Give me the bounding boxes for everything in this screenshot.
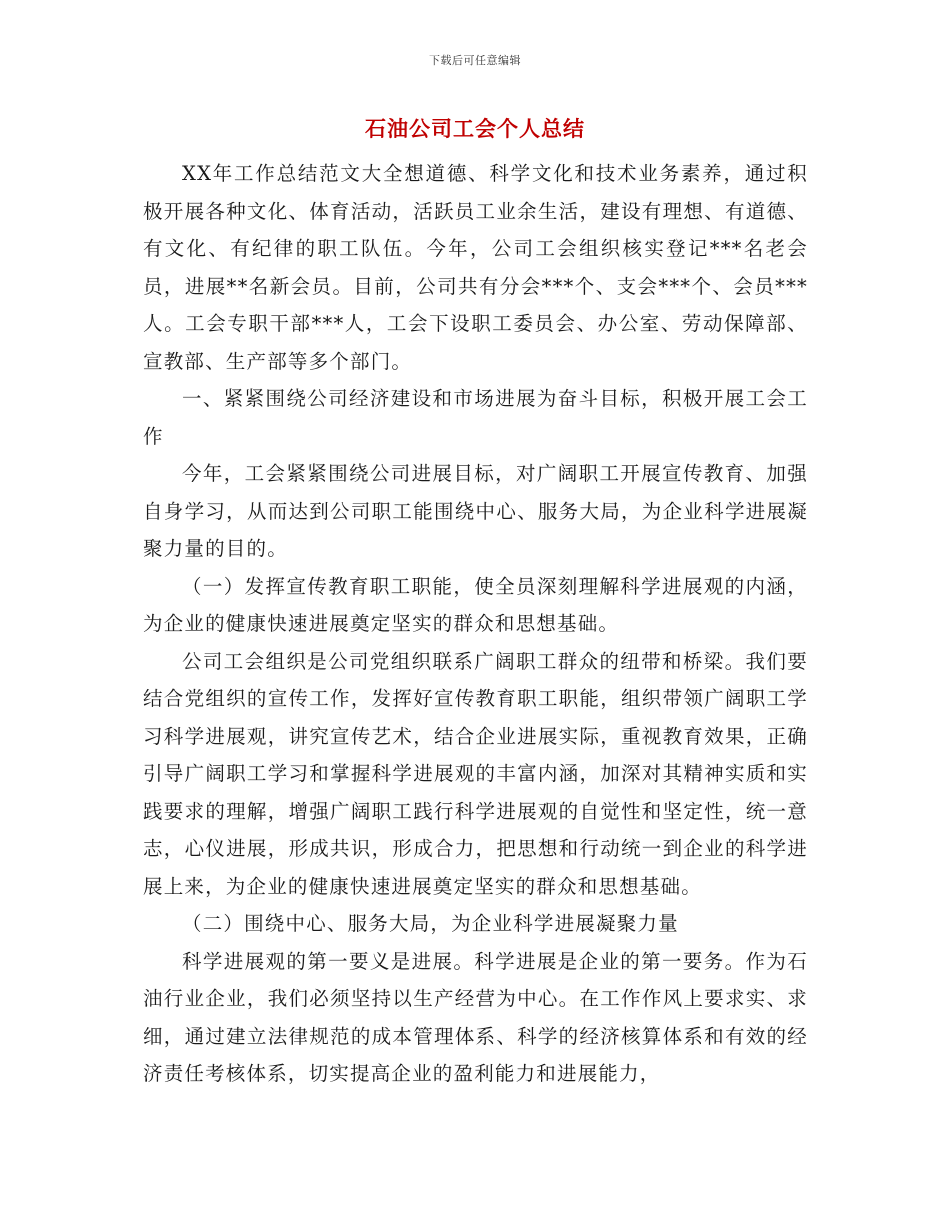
section-heading-1: 一、紧紧围绕公司经济建设和市场进展为奋斗目标，积极开展工会工作 bbox=[143, 387, 808, 448]
header-note: 下载后可任意编辑 bbox=[429, 54, 521, 67]
paragraph: 科学进展观的第一要义是进展。科学进展是企业的第一要务。作为石油行业企业，我们必须坚持以生产经营为中心。在工作作风上要求实、求细，通过建立法律规范的成本管理体系、科学的经济核算体系和有效的经济责任考核体系，切实提高企业的盈利能力和进展能力， bbox=[143, 949, 808, 1085]
subsection-heading-1: （一）发挥宣传教育职工职能，使全员深刻理解科学进展观的内涵，为企业的健康快速进展奠定坚实的群众和思想基础。 bbox=[143, 574, 808, 635]
document-title: 石油公司工会个人总结 bbox=[365, 116, 585, 141]
paragraph-intro: XX年工作总结范文大全想道德、科学文化和技术业务素养，通过积极开展各种文化、体育活动，活跃员工业余生活，建设有理想、有道德、有文化、有纪律的职工队伍。今年，公司工会组织核实登记***名老会员，进展**名新会员。目前，公司共有分会***个、支会***个、会员***人。工会专职干部***人，工会下设职工委员会、办公室、劳动保障部、宣教部、生产部等多个部门。 bbox=[143, 162, 808, 373]
document-body bbox=[143, 155, 808, 1093]
paragraph: 公司工会组织是公司党组织联系广阔职工群众的纽带和桥梁。我们要结合党组织的宣传工作，发挥好宣传教育职工职能，组织带领广阔职工学习科学进展观，讲究宣传艺术，结合企业进展实际，重视教育效果，正确引导广阔职工学习和掌握科学进展观的丰富内涵，加深对其精神实质和实践要求的理解，增强广阔职工践行科学进展观的自觉性和坚定性，统一意志，心仪进展，形成共识，形成合力，把思想和行动统一到企业的科学进展上来，为企业的健康快速进展奠定坚实的群众和思想基础。 bbox=[143, 649, 808, 898]
paragraph: 今年，工会紧紧围绕公司进展目标，对广阔职工开展宣传教育、加强自身学习，从而达到公司职工能围绕中心、服务大局，为企业科学进展凝聚力量的目的。 bbox=[143, 462, 808, 560]
subsection-heading-2: （二）围绕中心、服务大局，为企业科学进展凝聚力量 bbox=[182, 912, 679, 935]
